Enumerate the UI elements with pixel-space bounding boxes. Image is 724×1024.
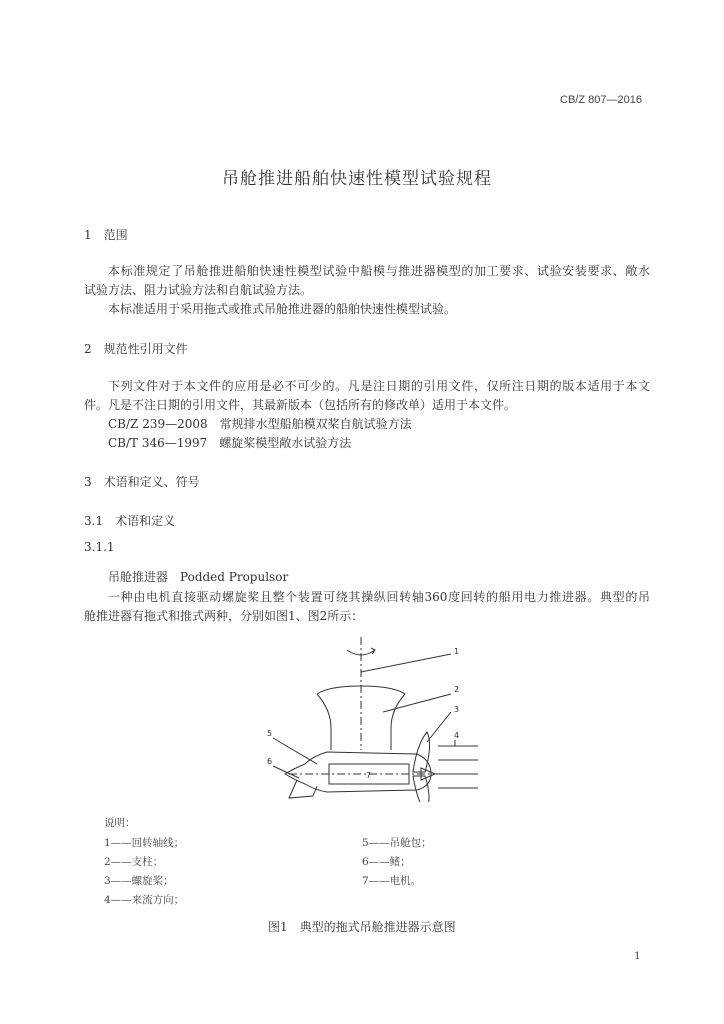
page-number: 1 — [634, 950, 641, 962]
section-1-heading: 1 范围 — [84, 228, 128, 242]
section-3-1-heading: 3.1 术语和定义 — [84, 514, 176, 528]
reference-item: CB/T 346—1997 螺旋桨模型敞水试验方法 — [108, 436, 352, 450]
callout-4: 4 — [454, 731, 460, 740]
legend-item: 1——回转轴线； — [104, 837, 185, 849]
propeller-blade-upper — [413, 732, 430, 772]
section-3-1-1-number: 3.1.1 — [84, 540, 115, 554]
legend-item: 3——螺旋桨； — [104, 875, 174, 887]
section-2-paragraph-line-1: 下列文件对于本文件的应用是必不可少的。凡是注日期的引用文件，仅所注日期的版本适用于本文 — [108, 379, 650, 393]
callout-1: 1 — [454, 647, 460, 656]
leader-line-1 — [361, 654, 451, 672]
podded-propulsor-figure — [255, 632, 480, 802]
section-3-heading: 3 术语和定义、符号 — [84, 475, 200, 489]
section-1-paragraph-line-1: 本标准规定了吊舱推进船舶快速性模型试验中船模与推进器模型的加工要求、试验安装要求、敞水 — [108, 264, 650, 278]
term-definition-line-1: 一种由电机直接驱动螺旋桨且整个装置可绕其操纵回转轴360度回转的船用电力推进器。典型的吊 — [108, 590, 650, 604]
reference-item: CB/Z 239—2008 常规排水型船舶模双桨自航试验方法 — [108, 417, 412, 431]
legend-item: 5——吊舱包； — [362, 837, 432, 849]
section-1-paragraph-line-2: 试验方法、阻力试验方法和自航试验方法。 — [84, 283, 313, 297]
legend-item: 2——支柱； — [104, 856, 164, 868]
legend-item: 7——电机。 — [362, 875, 422, 887]
section-2-paragraph-line-2: 件。凡是不注日期的引用文件，其最新版本（包括所有的修改单）适用于本文件。 — [84, 398, 517, 412]
standard-number: CB/Z 807—2016 — [560, 94, 642, 106]
section-2-heading: 2 规范性引用文件 — [84, 342, 188, 356]
term-definition-line-2: 舱推进器有拖式和推式两种，分别如图1、图2所示： — [84, 609, 364, 623]
callout-2: 2 — [454, 685, 460, 694]
callout-5: 5 — [267, 729, 273, 738]
leader-line-5 — [273, 738, 317, 764]
callout-3: 3 — [454, 705, 460, 714]
page-title: 吊舱推进船舶快速性模型试验规程 — [222, 169, 492, 189]
motor-label: 7 — [366, 771, 372, 780]
leader-line-6 — [273, 766, 299, 778]
legend-item: 6——鳍； — [362, 856, 411, 868]
figure-caption: 图1 典型的拖式吊舱推进器示意图 — [268, 920, 456, 934]
section-1-paragraph-2: 本标准适用于采用拖式或推式吊舱推进器的船舶快速性模型试验。 — [108, 302, 457, 316]
leader-line-2 — [383, 694, 451, 712]
legend-item: 4——来流方向； — [104, 894, 185, 906]
leader-line-3 — [427, 712, 451, 742]
callout-6: 6 — [267, 757, 273, 766]
legend-title: 说明： — [104, 817, 136, 829]
term-name: 吊舱推进器 Podded Propulsor — [108, 570, 289, 584]
